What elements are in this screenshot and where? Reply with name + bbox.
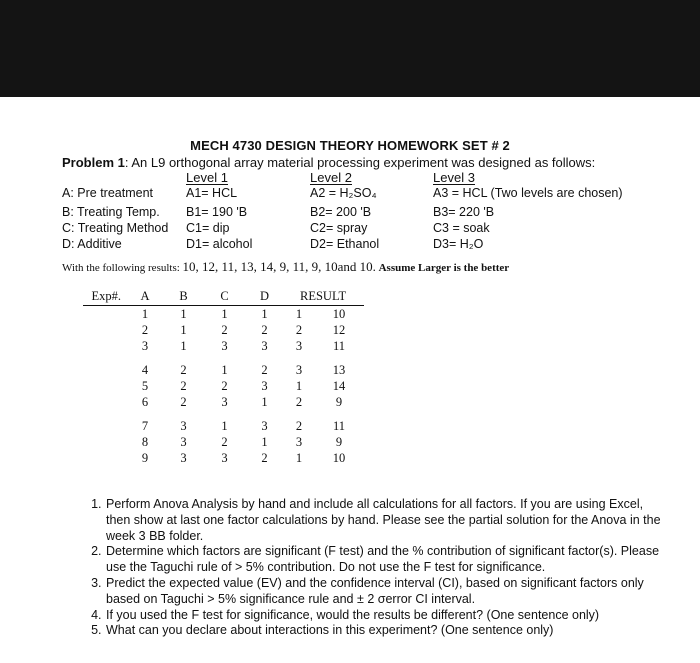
orthogonal-array-table [83,288,364,466]
top-dark-band [0,0,700,97]
level-1-header: Level 1 [186,170,228,185]
factor-level-2: A2 = H₂SO₄ [310,186,377,200]
question-item: 4. If you used the F test for significance, would the results be different? (One sentence only) [105,608,664,624]
document-page [0,97,700,663]
results-line [62,259,509,275]
header-d: D [245,288,284,306]
question-item: 5. What can you declare about interactions in this experiment? (One sentence only) [105,623,664,639]
factor-level-3: D3= H₂O [433,237,484,251]
problem-text: : An L9 orthogonal array material processing experiment was designed as follows: [124,155,596,170]
factor-level-2: D2= Ethanol [310,237,380,251]
results-values: 10, 12, 11, 13, 14, 9, 11, 9, 10and 10. [182,259,376,274]
factor-level-1: C1= dip [186,221,230,235]
table-row: 7 3 1 3 2 11 [141,418,346,433]
factor-name: A: Pre treatment [62,186,154,200]
table-row: 4 2 1 2 3 13 [141,362,346,377]
page-title: MECH 4730 DESIGN THEORY HOMEWORK SET # 2 [190,138,510,153]
factor-name: D: Additive [62,237,122,251]
factor-level-3: C3 = soak [433,221,490,235]
table-row: 9 3 3 2 1 10 [141,450,346,465]
question-list [84,497,664,639]
results-intro: With the following results: [62,262,183,274]
header-c: C [204,288,245,306]
factor-level-1: A1= HCL [186,186,238,200]
factor-level-1: B1= 190 'B [186,205,248,219]
header-a: A [127,288,163,306]
table-row: 8 3 2 1 3 9 [141,434,343,449]
level-3-header: Level 3 [433,170,475,185]
level-2-header: Level 2 [310,170,352,185]
factor-level-1: D1= alcohol [186,237,253,251]
table-spacer [83,354,364,362]
factor-name: C: Treating Method [62,221,169,235]
table-row: 6 2 3 1 2 9 [141,394,343,409]
factor-level-3: A3 = HCL (Two levels are chosen) [433,186,623,200]
header-result: RESULT [284,288,364,306]
question-item: 1. Perform Anova Analysis by hand and include all calculations for all factors. If you are using Excel, then show at last one factor calculations by hand. Please see the partial solution for the Anova in the week 3 BB folder. [105,497,664,544]
factor-name: B: Treating Temp. [62,205,160,219]
question-item: 3. Predict the expected value (EV) and the confidence interval (CI), based on significant factors only based on Taguchi > 5% significance rule and ± 2 σerror CI interval. [105,576,664,608]
header-exp: Exp#. [83,288,127,306]
table-row: 1 1 1 1 1 10 [141,306,346,321]
problem-statement [62,155,595,170]
results-note: Assume Larger is the better [378,262,510,274]
factor-level-2: C2= spray [310,221,368,235]
factor-level-2: B2= 200 'B [310,205,372,219]
table-spacer [83,410,364,418]
header-b: B [163,288,204,306]
problem-label: Problem 1 [62,155,125,170]
table-row: 5 2 2 3 1 14 [141,378,346,393]
table-row: 2 1 2 2 2 12 [141,322,346,337]
factor-level-3: B3= 220 'B [433,205,495,219]
table-row: 3 1 3 3 3 11 [141,338,346,353]
table-header-row [83,288,364,306]
question-item: 2. Determine which factors are significant (F test) and the % contribution of significant factor(s). Please use the Taguchi rule of > 5% contribution. Do not use the F test for significance. [105,544,664,576]
